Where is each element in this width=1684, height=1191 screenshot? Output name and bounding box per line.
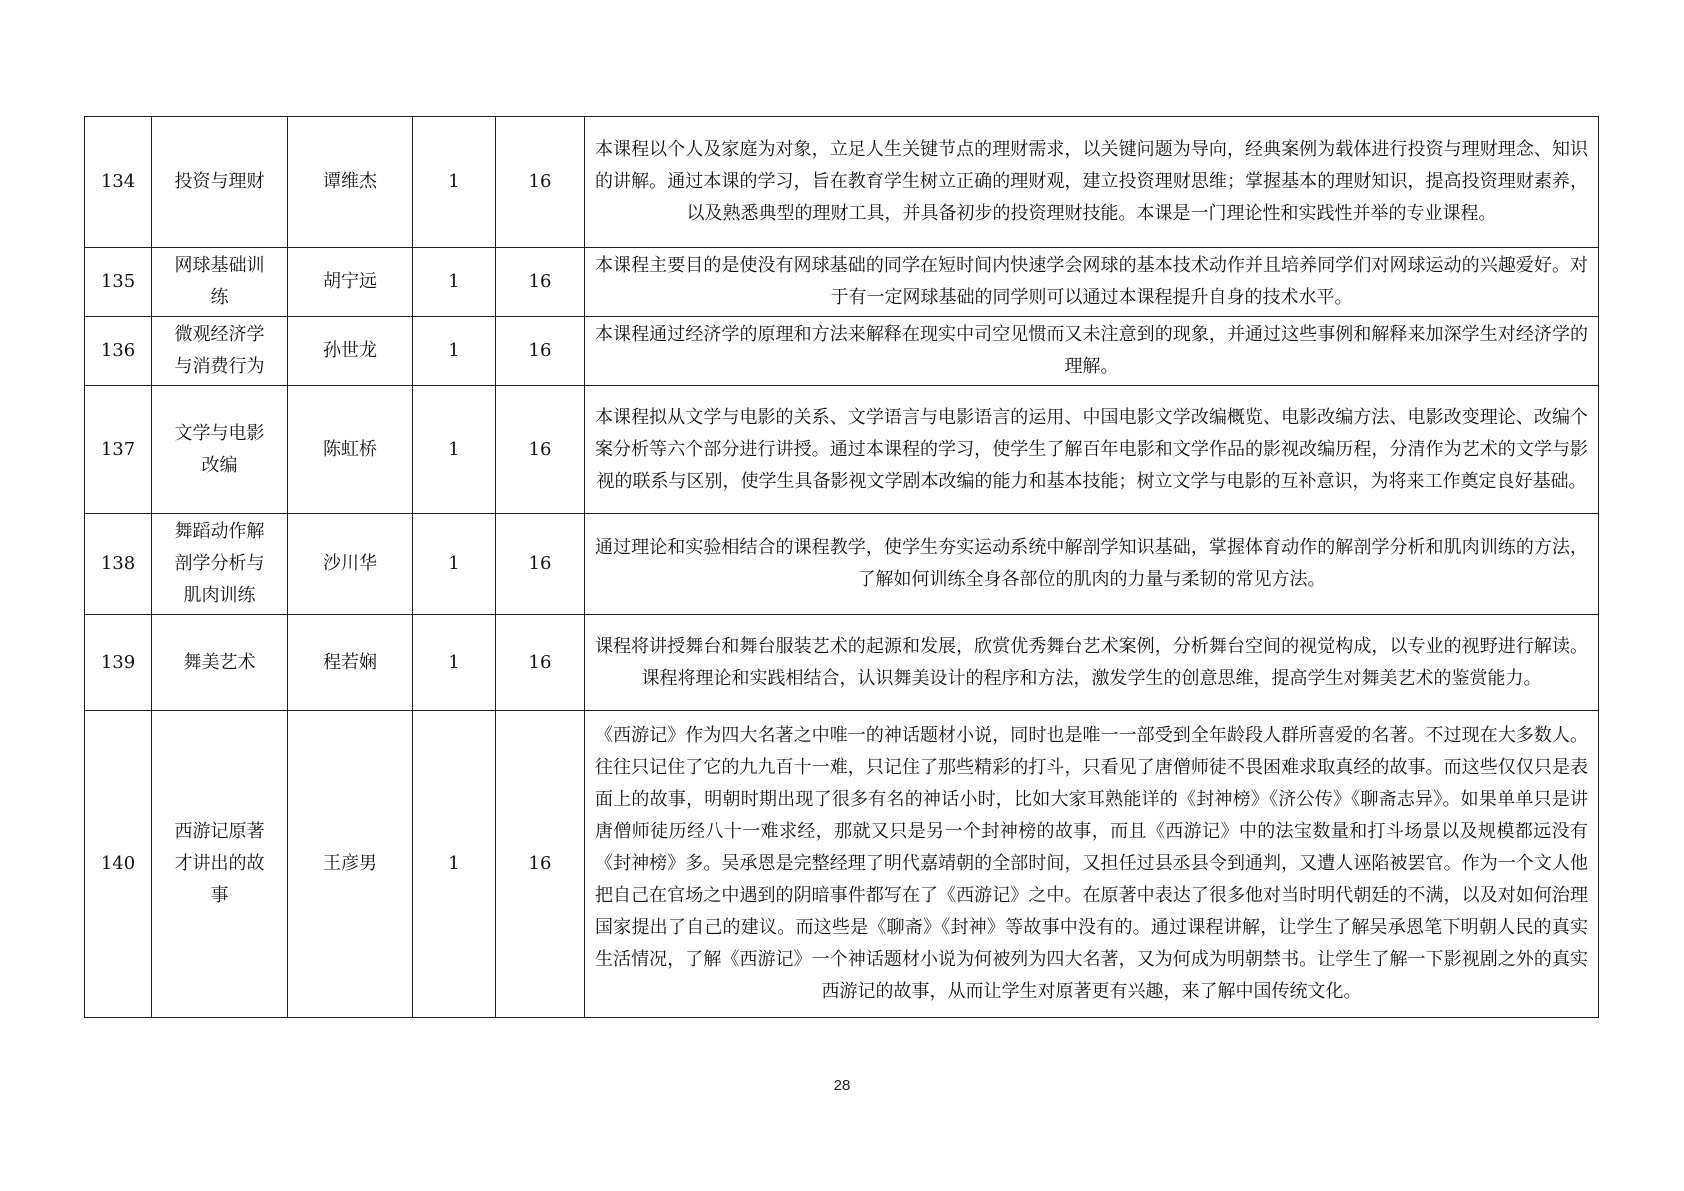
course-credit: 1 <box>413 615 496 711</box>
course-description: 本课程以个人及家庭为对象，立足人生关键节点的理财需求，以关键问题为导向，经典案例为载体进行投资与理财理念、知识的讲解。通过本课的学习，旨在教育学生树立正确的理财观，建立投资理财思维；掌握基本的理财知识，提高投资理财素养，以及熟悉典型的理财工具，并具备初步的投资理财技能。本课是一门理论性和实践性并举的专业课程。 <box>585 117 1599 248</box>
course-name: 网球基础训练 <box>152 248 288 317</box>
teacher-name: 王彦男 <box>288 711 413 1018</box>
table-row <box>85 317 1599 386</box>
course-credit: 1 <box>413 317 496 386</box>
table-row <box>85 615 1599 711</box>
page-number: 28 <box>833 1077 851 1094</box>
teacher-name: 孙世龙 <box>288 317 413 386</box>
table-row <box>85 386 1599 514</box>
teacher-name: 谭维杰 <box>288 117 413 248</box>
course-number: 134 <box>85 117 152 248</box>
course-name: 西游记原著才讲出的故事 <box>152 711 288 1018</box>
table-row <box>85 514 1599 615</box>
course-credit: 1 <box>413 514 496 615</box>
course-hours: 16 <box>496 117 585 248</box>
course-hours: 16 <box>496 317 585 386</box>
course-number: 138 <box>85 514 152 615</box>
table-row <box>85 248 1599 317</box>
course-number: 136 <box>85 317 152 386</box>
course-number: 137 <box>85 386 152 514</box>
course-name: 舞美艺术 <box>152 615 288 711</box>
teacher-name: 沙川华 <box>288 514 413 615</box>
table-row <box>85 711 1599 1018</box>
course-number: 140 <box>85 711 152 1018</box>
course-number: 139 <box>85 615 152 711</box>
teacher-name: 胡宁远 <box>288 248 413 317</box>
course-hours: 16 <box>496 386 585 514</box>
course-credit: 1 <box>413 117 496 248</box>
course-name: 微观经济学与消费行为 <box>152 317 288 386</box>
course-description: 课程将讲授舞台和舞台服装艺术的起源和发展，欣赏优秀舞台艺术案例，分析舞台空间的视觉构成，以专业的视野进行解读。课程将理论和实践相结合，认识舞美设计的程序和方法，激发学生的创意思维，提高学生对舞美艺术的鉴赏能力。 <box>585 615 1599 711</box>
course-hours: 16 <box>496 711 585 1018</box>
course-hours: 16 <box>496 615 585 711</box>
course-hours: 16 <box>496 514 585 615</box>
teacher-name: 程若娴 <box>288 615 413 711</box>
course-credit: 1 <box>413 711 496 1018</box>
course-name: 投资与理财 <box>152 117 288 248</box>
course-description: 本课程主要目的是使没有网球基础的同学在短时间内快速学会网球的基本技术动作并且培养同学们对网球运动的兴趣爱好。对于有一定网球基础的同学则可以通过本课程提升自身的技术水平。 <box>585 248 1599 317</box>
course-credit: 1 <box>413 248 496 317</box>
table-row <box>85 117 1599 248</box>
course-table <box>84 116 1599 1018</box>
course-name: 文学与电影改编 <box>152 386 288 514</box>
course-credit: 1 <box>413 386 496 514</box>
teacher-name: 陈虹桥 <box>288 386 413 514</box>
course-description: 本课程拟从文学与电影的关系、文学语言与电影语言的运用、中国电影文学改编概览、电影改编方法、电影改变理论、改编个案分析等六个部分进行讲授。通过本课程的学习，使学生了解百年电影和文学作品的影视改编历程，分清作为艺术的文学与影视的联系与区别，使学生具备影视文学剧本改编的能力和基本技能；树立文学与电影的互补意识，为将来工作奠定良好基础。 <box>585 386 1599 514</box>
course-hours: 16 <box>496 248 585 317</box>
course-description: 通过理论和实验相结合的课程教学，使学生夯实运动系统中解剖学知识基础，掌握体育动作的解剖学分析和肌肉训练的方法，了解如何训练全身各部位的肌肉的力量与柔韧的常见方法。 <box>585 514 1599 615</box>
course-number: 135 <box>85 248 152 317</box>
course-name: 舞蹈动作解剖学分析与肌肉训练 <box>152 514 288 615</box>
course-description: 《西游记》作为四大名著之中唯一的神话题材小说，同时也是唯一一部受到全年龄段人群所喜爱的名著。不过现在大多数人。往往只记住了它的九九百十一难，只记住了那些精彩的打斗，只看见了唐僧师徒不畏困难求取真经的故事。而这些仅仅只是表面上的故事，明朝时期出现了很多有名的神话小时，比如大家耳熟能详的《封神榜》《济公传》《聊斋志异》。如果单单只是讲唐僧师徒历经八十一难求经，那就又只是另一个封神榜的故事，而且《西游记》中的法宝数量和打斗场景以及规模都远没有《封神榜》多。吴承恩是完整经理了明代嘉靖朝的全部时间，又担任过县丞县令到通判，又遭人诬陷被罢官。作为一个文人他把自己在官场之中遇到的阴暗事件都写在了《西游记》之中。在原著中表达了很多他对当时明代朝廷的不满，以及对如何治理国家提出了自己的建议。而这些是《聊斋》《封神》等故事中没有的。通过课程讲解，让学生了解吴承恩笔下明朝人民的真实生活情况，了解《西游记》一个神话题材小说为何被列为四大名著，又为何成为明朝禁书。让学生了解一下影视剧之外的真实西游记的故事，从而让学生对原著更有兴趣，来了解中国传统文化。 <box>585 711 1599 1018</box>
course-description: 本课程通过经济学的原理和方法来解释在现实中司空见惯而又未注意到的现象，并通过这些事例和解释来加深学生对经济学的理解。 <box>585 317 1599 386</box>
